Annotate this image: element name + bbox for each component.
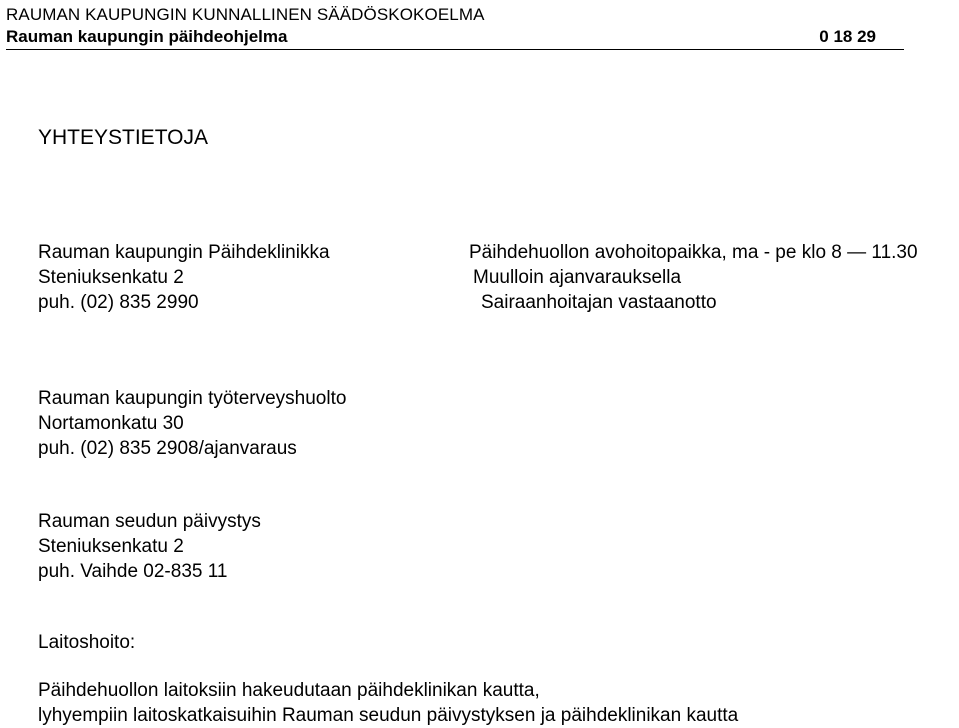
institutional-care-heading: Laitoshoito:: [38, 632, 136, 653]
header-divider: [6, 49, 904, 50]
contact-note-opening-hours: Päihdehuollon avohoitopaikka, ma - pe klo 8 — 11.30: [469, 242, 918, 263]
contact-phone: puh. (02) 835 2990: [38, 292, 199, 313]
contact-note-nurse-reception: Sairaanhoitajan vastaanotto: [481, 292, 717, 313]
document-number: 0 18 29: [819, 27, 876, 46]
document-title-row: [6, 26, 904, 48]
document-title: Rauman kaupungin päihdeohjelma: [6, 27, 288, 46]
collection-title: RAUMAN KAUPUNGIN KUNNALLINEN SÄÄDÖSKOKOELMA: [6, 5, 485, 24]
institutional-care-text: [38, 678, 738, 728]
contact-name: Rauman seudun päivystys: [38, 511, 261, 532]
institutional-care-line: lyhyempiin laitoskatkaisuihin Rauman seudun päivystyksen ja päihdeklinikan kautta: [38, 705, 739, 726]
contact-phone: puh. Vaihde 02-835 11: [38, 561, 228, 582]
contact-tyoterveyshuolto: [38, 386, 346, 461]
contact-note-appointment: Muulloin ajanvarauksella: [473, 267, 682, 288]
contact-address: Steniuksenkatu 2: [38, 267, 184, 288]
section-title: YHTEYSTIETOJA: [38, 126, 208, 149]
contact-name: Rauman kaupungin työterveyshuolto: [38, 388, 347, 409]
contact-name: Rauman kaupungin Päihdeklinikka: [38, 242, 330, 263]
contact-paivystys: [38, 509, 261, 584]
contact-phone: puh. (02) 835 2908/ajanvaraus: [38, 438, 297, 459]
contact-address: Nortamonkatu 30: [38, 413, 184, 434]
institutional-care-line: Päihdehuollon laitoksiin hakeudutaan päihdeklinikan kautta,: [38, 680, 540, 701]
contact-paihdeklinikka: [38, 240, 330, 315]
page-header: [6, 4, 904, 48]
contact-address: Steniuksenkatu 2: [38, 536, 184, 557]
